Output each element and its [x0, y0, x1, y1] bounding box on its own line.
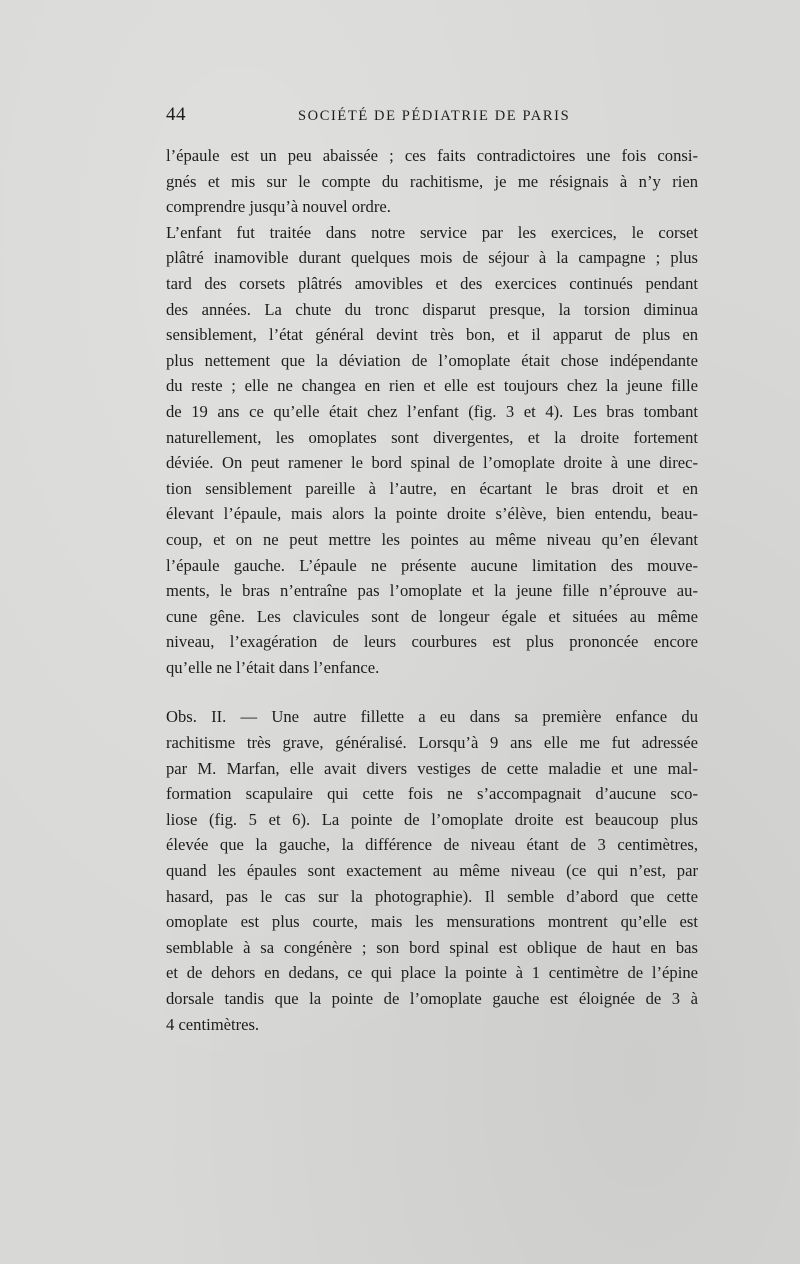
- text-line: l’épaule gauche. L’épaule ne présente aucune limitation des mouve-: [166, 555, 698, 575]
- text-line: tard des corsets plâtrés amovibles et des exercices continués pendant: [166, 273, 698, 293]
- text-line: élevant l’épaule, mais alors la pointe droite s’élève, bien entendu, beau-: [166, 504, 698, 524]
- text-line: l’épaule est un peu abaissée ; ces faits contradictoires une fois consi-: [166, 146, 698, 165]
- text-line: tion sensiblement pareille à l’autre, en écartant le bras droit et en: [166, 478, 698, 498]
- text-line: sensiblement, l’état général devint très bon, et il apparut de plus en: [166, 325, 698, 345]
- text-line: plus nettement que la déviation de l’omoplate était chose indépendante: [166, 350, 698, 370]
- text-line: gnés et mis sur le compte du rachitisme, je me résignais à n’y rien: [166, 171, 698, 191]
- text-line: omoplate est plus courte, mais les mensurations montrent qu’elle est: [166, 912, 698, 932]
- page-header: [166, 104, 698, 132]
- text-line: naturellement, les omoplates sont divergentes, et la droite fortement: [166, 427, 698, 447]
- text-line: semblable à sa congénère ; son bord spinal est oblique de haut en bas: [166, 937, 698, 957]
- text-line: et de dehors en dedans, ce qui place la pointe à 1 centimètre de l’épine: [166, 963, 698, 983]
- paragraph-continuation: [166, 143, 698, 220]
- running-title: SOCIÉTÉ DE PÉDIATRIE DE PARIS: [298, 108, 571, 124]
- body-text: [166, 143, 698, 1037]
- text-line: plâtré inamovible durant quelques mois de séjour à la campagne ; plus: [166, 248, 698, 268]
- text-line: 4 centimètres.: [166, 1014, 260, 1034]
- text-line: du reste ; elle ne changea en rien et elle est toujours chez la jeune fille: [166, 376, 698, 396]
- text-line: formation scapulaire qui cette fois ne s’accompagnait d’aucune sco-: [166, 784, 698, 804]
- text-line: L’enfant fut traitée dans notre service par les exercices, le corset: [166, 222, 698, 242]
- paragraph-observation-2: [166, 704, 698, 1037]
- text-line: hasard, pas le cas sur la photographie). Il semble d’abord que cette: [166, 886, 698, 906]
- text-line: liose (fig. 5 et 6). La pointe de l’omoplate droite est beaucoup plus: [166, 809, 698, 829]
- text-line: coup, et on ne peut mettre les pointes au même niveau qu’en élevant: [166, 529, 698, 549]
- text-line: cune gêne. Les clavicules sont de longeur égale et situées au même: [166, 606, 698, 626]
- text-line: niveau, l’exagération de leurs courbures est plus prononcée encore: [166, 632, 698, 652]
- text-line: quand les épaules sont exactement au même niveau (ce qui n’est, par: [166, 861, 698, 881]
- text-line: élevée que la gauche, la différence de niveau étant de 3 centimètres,: [166, 835, 698, 855]
- page-number: 44: [166, 104, 186, 125]
- text-line: des années. La chute du tronc disparut presque, la torsion diminua: [166, 299, 698, 319]
- text-line: dorsale tandis que la pointe de l’omoplate gauche est éloignée de 3 à: [166, 989, 698, 1008]
- text-line: déviée. On peut ramener le bord spinal de l’omoplate droite à une direc-: [166, 453, 698, 473]
- text-line: rachitisme très grave, généralisé. Lorsqu’à 9 ans elle me fut adressée: [166, 733, 698, 753]
- text-line: ments, le bras n’entraîne pas l’omoplate et la jeune fille n’éprouve au-: [166, 581, 698, 601]
- text-line: comprendre jusqu’à nouvel ordre.: [166, 197, 391, 217]
- text-line: qu’elle ne l’était dans l’enfance.: [166, 657, 380, 677]
- text-line: par M. Marfan, elle avait divers vestiges de cette maladie et une mal-: [166, 758, 698, 778]
- paragraph-treatment: [166, 220, 698, 681]
- text-line: de 19 ans ce qu’elle était chez l’enfant (fig. 3 et 4). Les bras tombant: [166, 401, 698, 421]
- text-line: Obs. II. — Une autre fillette a eu dans sa première enfance du: [166, 707, 698, 727]
